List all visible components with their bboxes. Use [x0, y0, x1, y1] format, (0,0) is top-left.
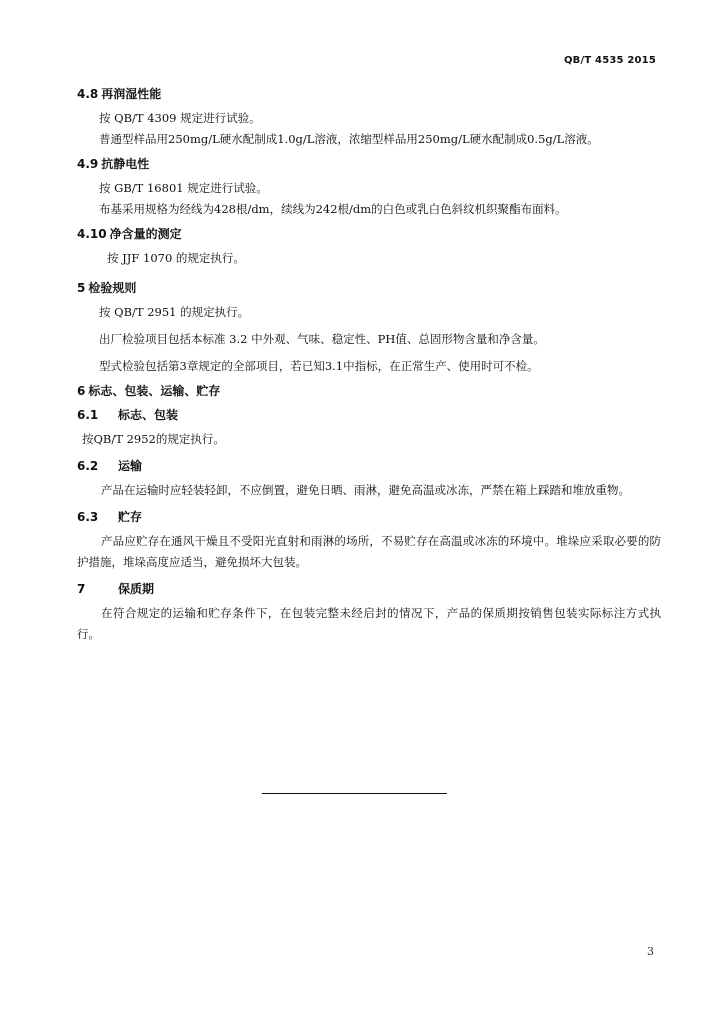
section-5-heading — [77, 278, 661, 298]
paragraph: 按 JJF 1070 的规定执行。 — [107, 251, 245, 265]
end-of-document-rule — [262, 793, 447, 794]
paragraph: 按 GB/T 16801 规定进行试验。 — [99, 181, 268, 195]
section-number: 5 — [77, 281, 86, 295]
section-4-9-heading — [77, 154, 661, 174]
paragraph: 产品在运输时应轻装轻卸，不应倒置，避免日晒、雨淋，避免高温或冰冻，严禁在箱上踩踏和堆放重物。 — [101, 483, 630, 497]
section-6-2-heading — [77, 456, 661, 476]
section-title: 检验规则 — [88, 281, 137, 295]
section-number: 7 — [77, 582, 86, 596]
section-6-heading — [77, 381, 661, 401]
paragraph: 出厂检验项目包括本标准 3.2 中外观、气味、稳定性、PH值、总固形物含量和净含量。 — [99, 332, 545, 346]
standard-code: QB/T 4535 2015 — [563, 55, 656, 66]
section-number: 4.9 — [77, 157, 99, 171]
paragraph: 产品应贮存在通风干燥且不受阳光直射和雨淋的场所，不易贮存在高温或冰冻的环境中。堆垛应采取必要的防护措施，堆垛高度应适当，避免损坏大包装。 — [77, 534, 661, 569]
paragraph: 布基采用规格为经线为428根/dm，续线为242根/dm的白色或乳白色斜纹机织聚酯布面料。 — [99, 202, 567, 216]
paragraph: 在符合规定的运输和贮存条件下，在包装完整未经启封的情况下，产品的保质期按销售包装实际标注方式执行。 — [77, 606, 661, 641]
section-6-3-heading — [77, 507, 661, 527]
section-title: 再润湿性能 — [101, 87, 162, 101]
paragraph: 按QB/T 2952的规定执行。 — [82, 432, 225, 446]
section-4-10-heading — [77, 224, 661, 244]
paragraph: 按 QB/T 2951 的规定执行。 — [99, 305, 250, 319]
paragraph: 按 QB/T 4309 规定进行试验。 — [99, 111, 261, 125]
paragraph: 普通型样品用250mg/L硬水配制成1.0g/L溶液，浓缩型样品用250mg/L硬水配制成0.5g/L溶液。 — [99, 132, 599, 146]
section-number: 4.8 — [77, 87, 99, 101]
section-number: 6.3 — [77, 510, 99, 524]
section-title: 保质期 — [118, 582, 155, 596]
section-title: 标志、包装 — [118, 408, 179, 422]
section-title: 净含量的测定 — [109, 227, 182, 241]
section-title: 贮存 — [118, 510, 143, 524]
section-number: 6.2 — [77, 459, 99, 473]
section-title: 标志、包装、运输、贮存 — [88, 384, 221, 398]
section-title: 运输 — [118, 459, 143, 473]
section-number: 6 — [77, 384, 86, 398]
section-4-8-heading — [77, 84, 661, 104]
section-title: 抗静电性 — [101, 157, 150, 171]
page-number: 3 — [647, 945, 654, 958]
section-7-heading — [77, 579, 661, 599]
paragraph: 型式检验包括第3章规定的全部项目，若已知3.1中指标，在正常生产、使用时可不检。 — [99, 359, 539, 373]
document-body — [77, 84, 661, 645]
section-6-1-heading — [77, 405, 661, 425]
section-number: 6.1 — [77, 408, 99, 422]
section-number: 4.10 — [77, 227, 107, 241]
